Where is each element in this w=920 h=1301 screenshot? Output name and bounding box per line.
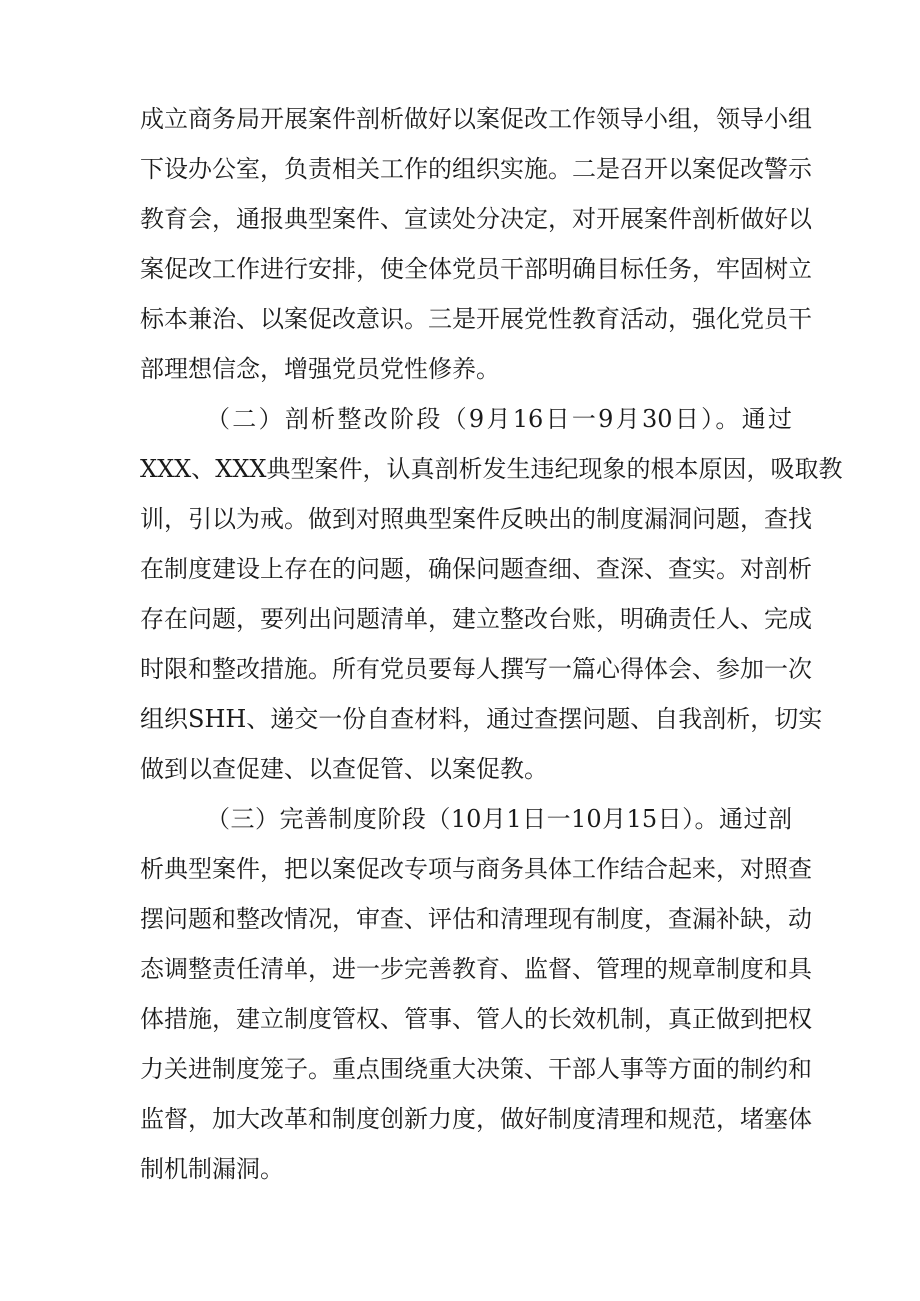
paragraph-1-line-1: 成立商务局开展案件剖析做好以案促改工作领导小组，领导小组 <box>140 105 812 133</box>
paragraph-3-line-4: 态调整责任清单，进一步完善教育、监督、管理的规章制度和具 <box>140 955 812 983</box>
paragraph-2-line-8: 做到以查促建、以查促管、以案促教。 <box>140 755 548 783</box>
paragraph-2-line-4: 在制度建设上存在的问题，确保问题查细、查深、查实。对剖析 <box>140 555 812 583</box>
paragraph-3-line-5: 体措施，建立制度管权、管事、管人的长效机制，真正做到把权 <box>140 1005 812 1033</box>
paragraph-3-line-3: 摆问题和整改情况，审查、评估和清理现有制度，查漏补缺，动 <box>140 905 812 933</box>
paragraph-1-line-4: 案促改工作进行安排，使全体党员干部明确目标任务，牢固树立 <box>140 255 812 283</box>
paragraph-3-line-1: （三）完善制度阶段（10月1日一10月15日）。通过剖 <box>206 805 792 833</box>
paragraph-2-line-1: （二）剖析整改阶段（9月16日一9月30日）。通过 <box>206 405 792 433</box>
paragraph-3-line-2: 析典型案件，把以案促改专项与商务具体工作结合起来，对照查 <box>140 855 812 883</box>
paragraph-2-line-6: 时限和整改措施。所有党员要每人撰写一篇心得体会、参加一次 <box>140 655 812 683</box>
paragraph-1-line-6: 部理想信念，增强党员党性修养。 <box>140 355 500 383</box>
paragraph-1-line-5: 标本兼治、以案促改意识。三是开展党性教育活动，强化党员干 <box>140 305 812 333</box>
paragraph-2-line-3: 训，引以为戒。做到对照典型案件反映出的制度漏洞问题，查找 <box>140 505 812 533</box>
paragraph-2-line-5: 存在问题，要列出问题清单，建立整改台账，明确责任人、完成 <box>140 605 812 633</box>
paragraph-2-line-7: 组织SHH、递交一份自查材料，通过查摆问题、自我剖析，切实 <box>140 705 823 733</box>
paragraph-1-line-2: 下设办公室，负责相关工作的组织实施。二是召开以案促改警示 <box>140 155 812 183</box>
paragraph-3-line-7: 监督，加大改革和制度创新力度，做好制度清理和规范，堵塞体 <box>140 1105 812 1133</box>
paragraph-1-line-3: 教育会，通报典型案件、宣读处分决定，对开展案件剖析做好以 <box>140 205 812 233</box>
paragraph-3-line-8: 制机制漏洞。 <box>140 1155 284 1183</box>
paragraph-3-line-6: 力关进制度笼子。重点围绕重大决策、干部人事等方面的制约和 <box>140 1055 812 1083</box>
paragraph-2-line-2: XXX、XXX典型案件，认真剖析发生违纪现象的根本原因，吸取教 <box>140 455 843 483</box>
